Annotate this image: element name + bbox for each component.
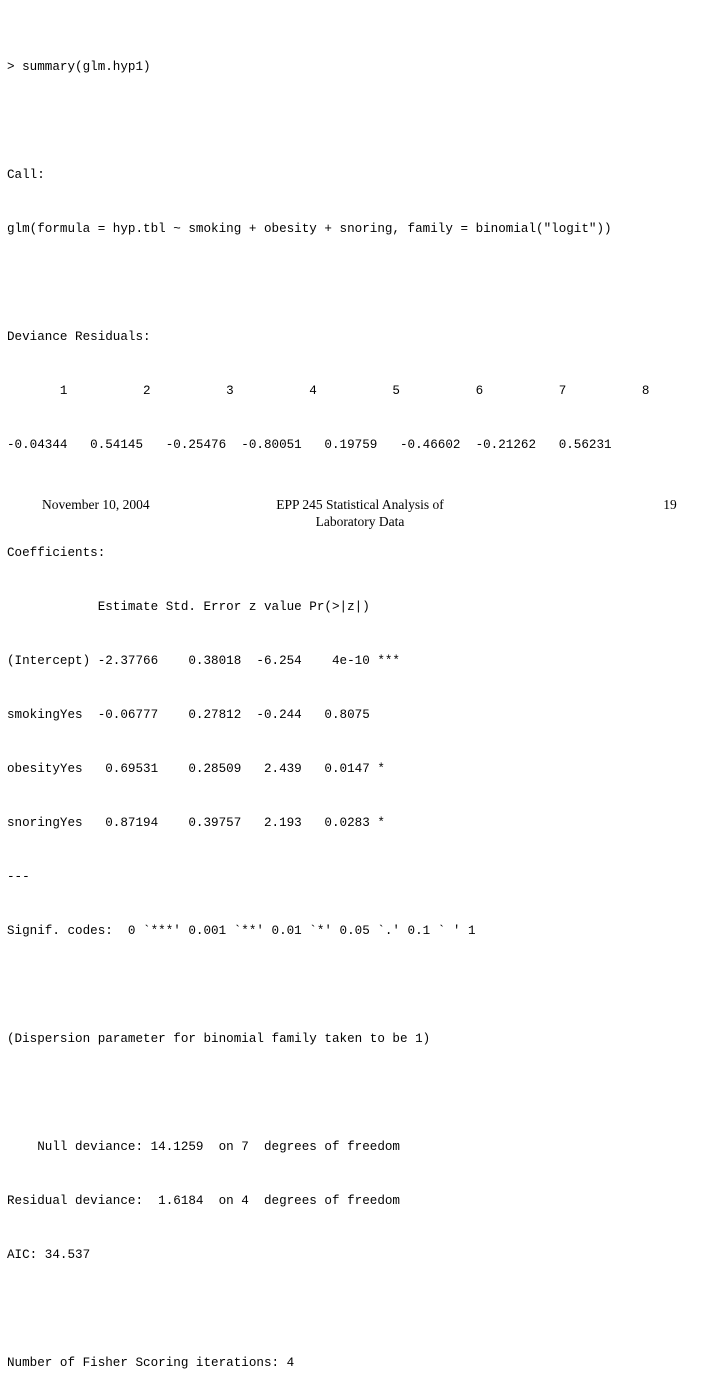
coefficients-row-snoring: snoringYes 0.87194 0.39757 2.193 0.0283 * [7,816,385,830]
coefficients-row-obesity: obesityYes 0.69531 0.28509 2.439 0.0147 * [7,762,385,776]
r-console-output [7,22,717,1390]
footer-course-title-line1: EPP 245 Statistical Analysis of [276,497,444,512]
footer-course-title-line2: Laboratory Data [315,514,405,529]
call-heading: Call: [7,168,45,182]
call-formula: glm(formula = hyp.tbl ~ smoking + obesity + snoring, family = binomial("logit")) [7,222,612,236]
residual-deviance-line: Residual deviance: 1.6184 on 4 degrees of freedom [7,1194,400,1208]
separator-line: --- [7,870,30,884]
coefficients-row-intercept: (Intercept) -2.37766 0.38018 -6.254 4e-10 *** [7,654,400,668]
blank-line [7,274,717,292]
blank-line [7,1084,717,1102]
coefficients-header-row: Estimate Std. Error z value Pr(>|z|) [7,600,370,614]
dispersion-note: (Dispersion parameter for binomial family taken to be 1) [7,1032,431,1046]
coefficients-row-smoking: smokingYes -0.06777 0.27812 -0.244 0.8075 [7,708,370,722]
page-number: 19 [663,497,677,512]
deviance-residuals-heading: Deviance Residuals: [7,330,151,344]
signif-codes-line: Signif. codes: 0 `***' 0.001 `**' 0.01 `*' 0.05 `.' 0.1 ` ' 1 [7,924,476,938]
command-line: > summary(glm.hyp1) [7,60,151,74]
blank-line [7,112,717,130]
blank-line [7,976,717,994]
blank-line [7,1300,717,1318]
aic-line: AIC: 34.537 [7,1248,91,1262]
footer-date: November 10, 2004 [42,497,150,512]
coefficients-heading: Coefficients: [7,546,106,560]
null-deviance-line: Null deviance: 14.1259 on 7 degrees of freedom [7,1140,400,1154]
deviance-residuals-index-row: 1 2 3 4 5 6 7 8 [7,384,650,398]
fisher-scoring-line: Number of Fisher Scoring iterations: 4 [7,1356,295,1370]
deviance-residuals-values-row: -0.04344 0.54145 -0.25476 -0.80051 0.19759 -0.46602 -0.21262 0.56231 [7,438,612,452]
footer-course-title [240,496,480,530]
